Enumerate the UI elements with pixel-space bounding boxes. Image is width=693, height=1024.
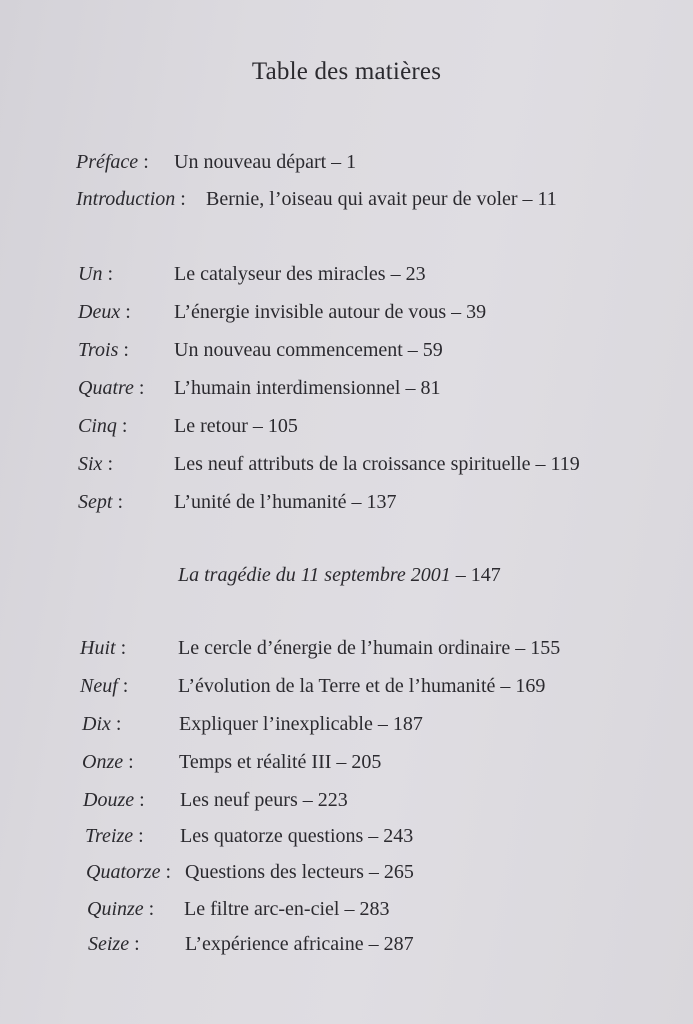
toc-entry-title: Les quatorze questions – 243 [180,825,414,847]
toc-entry-title: Un nouveau départ – 1 [174,151,357,173]
toc-entry-label: Dix [82,713,111,735]
toc-entry-label: Douze [83,789,135,811]
toc-entry-label: Six [78,453,103,475]
toc-entry-label: Quatorze [86,861,161,883]
toc-entry-label: Trois [78,339,119,361]
toc-entry-label: Un [78,263,103,285]
interlude-title: La tragédie du 11 septembre 2001 [178,564,451,586]
toc-entry-separator: : [102,263,114,285]
toc-entry-separator: : [120,301,131,323]
toc-entry-separator: : [123,751,134,773]
toc-entry-separator: : [138,151,149,173]
toc-entry-title: Le catalyseur des miracles – 23 [174,263,426,285]
toc-entry-label: Préface [76,151,139,173]
toc-entry-separator: : [160,861,172,883]
toc-entry-separator: : [112,491,123,513]
toc-entry-title: Un nouveau commencement – 59 [174,339,443,361]
toc-entry-title: L’évolution de la Terre et de l’humanité – 169 [178,675,546,697]
toc-entry-title: Le retour – 105 [174,415,298,437]
toc-entry-label: Sept [78,491,113,513]
page-title: Table des matières [251,58,442,85]
toc-entry-separator: : [115,637,127,659]
toc-entry-title: L’unité de l’humanité – 137 [174,491,397,513]
toc-entry-separator: : [110,713,122,735]
toc-entry-label: Deux [78,301,121,323]
toc-entry-title: Questions des lecteurs – 265 [185,861,414,883]
interlude-page: – 147 [450,564,501,586]
toc-entry-title: Les neuf attributs de la croissance spirituelle – 119 [174,453,580,475]
toc-entry-label: Neuf [80,675,118,697]
toc-entry-title: Temps et réalité III – 205 [179,751,382,773]
toc-entry-label: Introduction [76,188,176,210]
toc-entry-title: Les neuf peurs – 223 [180,789,348,811]
toc-entry-separator: : [134,789,145,811]
toc-entry-title: L’humain interdimensionnel – 81 [174,377,441,399]
toc-entry-separator: : [118,339,129,361]
toc-entry-separator: : [133,825,144,847]
toc-entry-separator: : [175,188,186,210]
toc-entry-separator: : [116,415,128,437]
toc-entry-separator: : [102,453,113,475]
toc-entry-label: Cinq [78,415,117,437]
toc-entry-interlude [178,563,501,587]
toc-entry-title: L’expérience africaine – 287 [185,933,414,955]
toc-entry-separator: : [133,377,145,399]
toc-entry-label: Huit [80,637,116,659]
toc-entry-label: Onze [82,751,124,773]
toc-entry-separator: : [129,933,140,955]
toc-entry-title: Le cercle d’énergie de l’humain ordinaire – 155 [178,637,561,659]
toc-entry-title: Le filtre arc-en-ciel – 283 [184,898,390,920]
toc-entry-label: Quatre [78,377,134,399]
toc-entry-label: Quinze [87,898,144,920]
toc-entry-label: Seize [88,933,130,955]
toc-entry-title: Bernie, l’oiseau qui avait peur de voler – 11 [206,188,557,210]
toc-entry-title: Expliquer l’inexplicable – 187 [179,713,423,735]
toc-entry-separator: : [117,675,129,697]
toc-entry-label: Treize [85,825,134,847]
toc-entry-title: L’énergie invisible autour de vous – 39 [174,301,487,323]
toc-entry-separator: : [143,898,155,920]
